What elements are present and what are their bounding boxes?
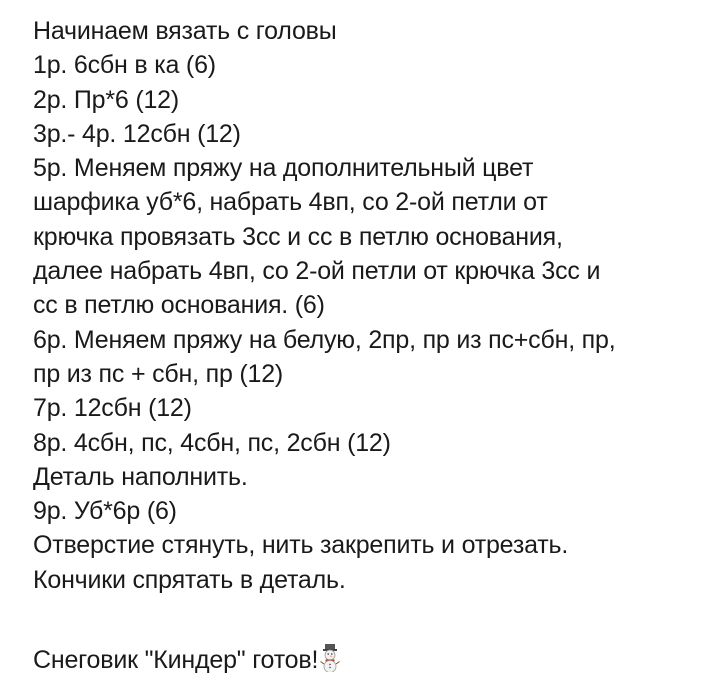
text-line: Деталь наполнить. xyxy=(33,462,248,491)
text-line: 7р. 12сбн (12) xyxy=(33,394,192,423)
text-line: сс в петлю основания. (6) xyxy=(33,291,325,320)
text-line: 3р.- 4р. 12сбн (12) xyxy=(33,119,241,148)
text-line: 6р. Меняем пряжу на белую, 2пр, пр из пс+сбн, пр, xyxy=(33,325,616,354)
snowman-icon xyxy=(320,644,340,681)
blank-line xyxy=(33,597,703,631)
text-line: пр из пс + сбн, пр (12) xyxy=(33,359,284,388)
crochet-instructions xyxy=(33,14,703,678)
text-line: 9р. Уб*6р (6) xyxy=(33,497,177,526)
text-line: 8р. 4сбн, пс, 4сбн, пс, 2сбн (12) xyxy=(33,428,391,457)
text-line: Начинаем вязать с головы xyxy=(33,17,337,45)
text-line: 5р. Меняем пряжу на дополнительный цвет xyxy=(33,154,534,183)
text-line: крючка провязать 3сс и сс в петлю основания, xyxy=(33,222,563,251)
text-line: 1р. 6сбн в ка (6) xyxy=(33,51,216,80)
text-line: далее набрать 4вп, со 2-ой петли от крючка 3сс и xyxy=(33,257,601,286)
final-line xyxy=(33,643,703,677)
text-line: Кончики спрятать в деталь. xyxy=(33,565,346,594)
text-line: 2р. Пр*6 (12) xyxy=(33,85,180,114)
final-text: Снеговик "Киндер" готов! xyxy=(33,646,319,675)
text-line: Отверстие стянуть, нить закрепить и отрезать. xyxy=(33,531,569,560)
text-line: шарфика уб*6, набрать 4вп, со 2-ой петли от xyxy=(33,188,548,217)
